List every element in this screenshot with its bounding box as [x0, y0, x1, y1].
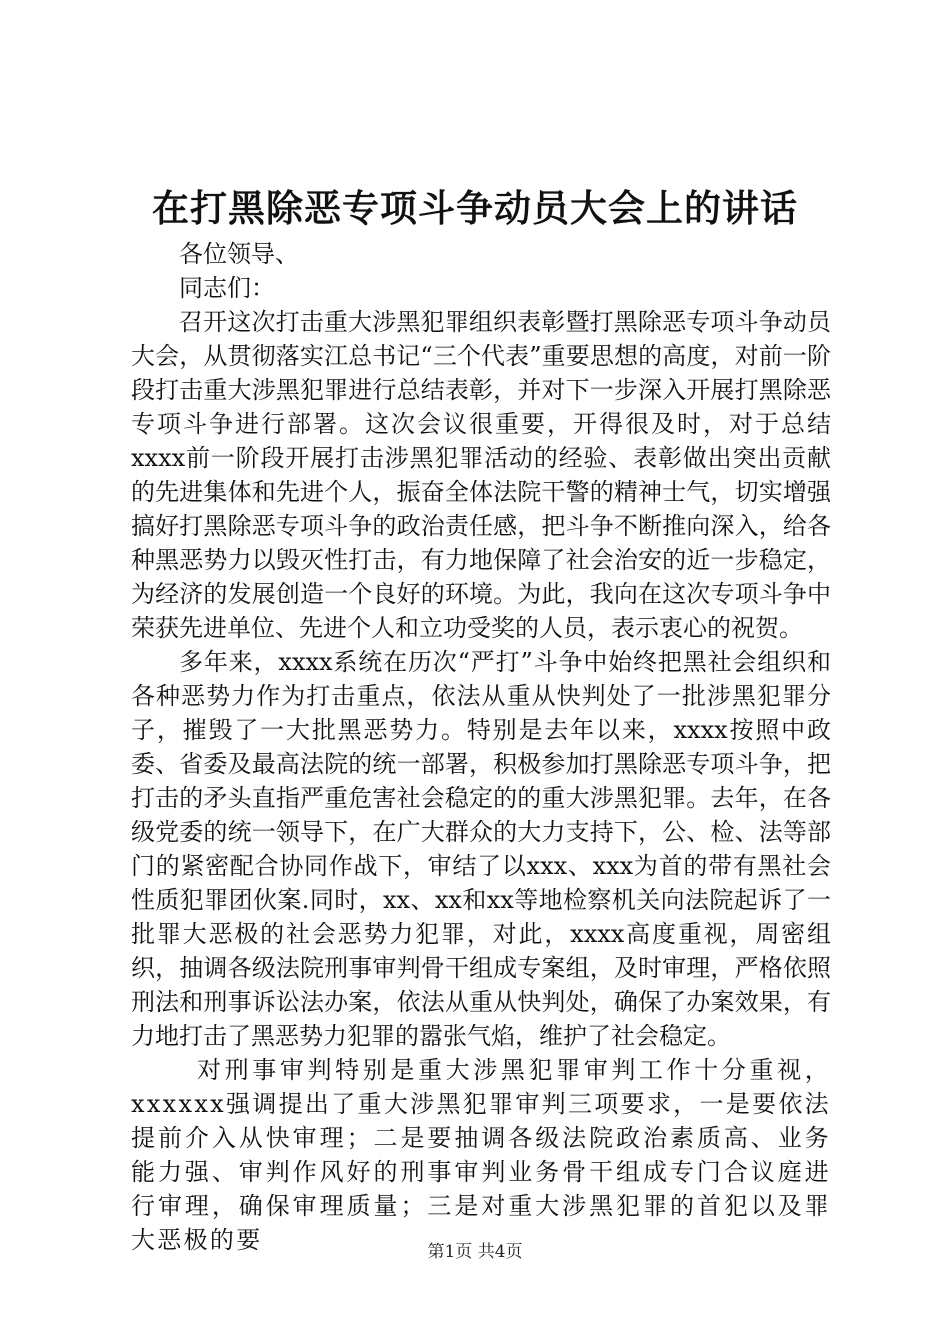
page-number-footer: 第1页 共4页 — [427, 1242, 523, 1262]
salutation-leaders: 各位领导、 — [179, 240, 299, 268]
salutation-comrades: 同志们： — [179, 274, 275, 302]
paragraph-2: 多年来，xxxx系统在历次“严打”斗争中始终把黑社会组织和各种恶势力作为打击重点，依法从重从快判处了一批涉黑犯罪分子，摧毁了一大批黑恶势力。特别是去年以来，xxxx按照中政委、省委及最高法院的统一部署，积极参加打黑除恶专项斗争，把打击的矛头直指严重危害社会稳定的的重大涉黑犯罪。去年，在各级党委的统一领导下，在广大群众的大力支持下，公、检、法等部门的紧密配合协同作战下，审结了以xxx、xxx为首的带有黑社会性质犯罪团伙案.同时，xx、xx和xx等地检察机关向法院起诉了一批罪大恶极的社会恶势力犯罪，对此，xxxx高度重视，周密组织，抽调各级法院刑事审判骨干组成专案组，及时审理，严格依照刑法和刑事诉讼法办案，依法从重从快判处，确保了办案效果，有力地打击了黑恶势力犯罪的嚣张气焰，维护了社会稳定。 — [131, 648, 831, 1050]
paragraph-3: 对刑事审判特别是重大涉黑犯罪审判工作十分重视，xxxxxx强调提出了重大涉黑犯罪审判三项要求，一是要依法提前介入从快审理；二是要抽调各级法院政治素质高、业务能力强、审判作风好的刑事审判业务骨干组成专门合议庭进行审理，确保审理质量；三是对重大涉黑犯罪的首犯以及罪大恶极的要 — [131, 1056, 831, 1254]
document-body — [131, 237, 831, 1257]
document-title: 在打黑除恶专项斗争动员大会上的讲话 — [152, 186, 798, 230]
paragraph-1: 召开这次打击重大涉黑犯罪组织表彰暨打黑除恶专项斗争动员大会，从贯彻落实江总书记“三个代表”重要思想的高度，对前一阶段打击重大涉黑犯罪进行总结表彰，并对下一步深入开展打黑除恶专项斗争进行部署。这次会议很重要，开得很及时，对于总结xxxx前一阶段开展打击涉黑犯罪活动的经验、表彰做出突出贡献的先进集体和先进个人，振奋全体法院干警的精神士气，切实增强搞好打黑除恶专项斗争的政治责任感，把斗争不断推向深入，给各种黑恶势力以毁灭性打击，有力地保障了社会治安的近一步稳定，为经济的发展创造一个良好的环境。为此，我向在这次专项斗争中荣获先进单位、先进个人和立功受奖的人员，表示衷心的祝贺。 — [131, 308, 831, 642]
